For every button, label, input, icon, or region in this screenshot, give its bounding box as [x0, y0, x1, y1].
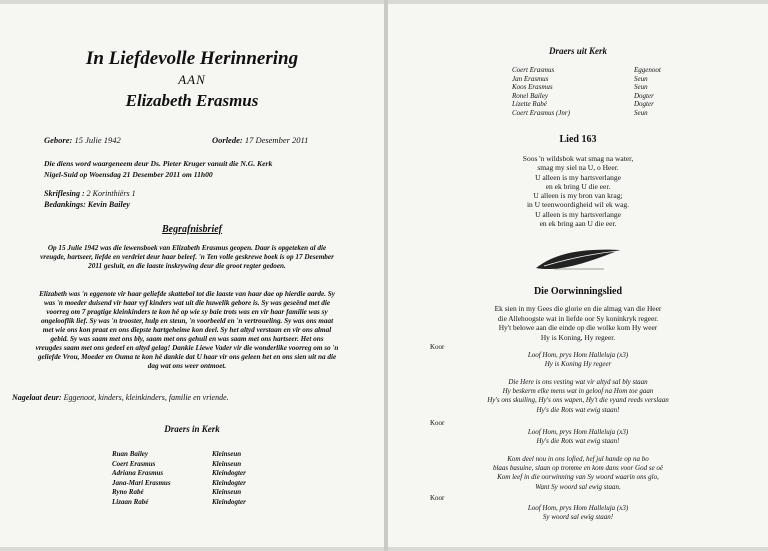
verse-line: die Allehoogste wat in liefde oor Sy koninkryk regeer. [497, 313, 659, 323]
bearer-row [112, 479, 312, 489]
bearer-relation: Kleindogter [212, 478, 246, 487]
obituary-line: was 'n moeder duisend vir haar vyf kinders wat uit die huwelik gebore is. Sy was geseënd met die [43, 299, 331, 307]
hymn-line: smag my siel na U, o Heer. [537, 163, 619, 173]
verse-2 [388, 378, 768, 415]
obituary-heading: Begrafnisbrief [162, 224, 222, 235]
left-page [0, 4, 384, 547]
hymn-lyrics [388, 154, 768, 228]
bearer-relation: Seun [634, 74, 648, 83]
scripture-reading [44, 189, 136, 198]
obituary-line: voorreg om 7 pragtige kleinkinders te kon hê op wie sy baie trots was en vir haar familie was sy [46, 308, 328, 316]
obituary-line: geliefde Vrou, Moeder en Ouma te kon hê dankie dat U haar vir ons geleen het en ons sien uit na die [37, 353, 337, 361]
verse-line: Hy's ons skuiling, Hy's ons wapen, Hy't die vyand reeds verslaan [487, 396, 669, 405]
aan-label: AAN [178, 72, 206, 87]
hymn-line: U alleen is my bron van krag; [533, 191, 623, 201]
deceased-name: Elizabeth Erasmus [125, 91, 259, 110]
thanks [44, 200, 130, 209]
died-label: Oorlede: [212, 135, 243, 145]
victory-verse-1 [388, 304, 768, 342]
bearer-name: Coert Erasmus [512, 66, 555, 74]
verse-line: Die Here is ons vesting wat vir altyd sal bly staan [508, 378, 648, 386]
survivors [12, 393, 229, 402]
bearer-name: Ronel Bailey [512, 91, 548, 100]
bearer-name: Coert Erasmus (Jnr) [512, 108, 570, 117]
bearers-in-church-heading: Draers in Kerk [164, 424, 220, 434]
obituary-paragraph-2 [12, 290, 362, 371]
chorus-line: Loof Hom, prys Hom Halleluja (x3) [527, 428, 629, 436]
bearer-row [112, 450, 312, 460]
verse-line: Hy's die Rots wat ewig staan! [536, 405, 620, 414]
koor-label: Koor [430, 419, 445, 427]
bearer-relation: Dogter [634, 91, 654, 100]
obituary-line: ongelooflik lief. Sy was 'n trooster, hulp en steun, 'n voorbeeld en 'n vertroueling. Sy was ons maat [40, 317, 334, 325]
bearer-row [512, 100, 712, 109]
chorus-line: Hy is Koning Hy regeer [544, 360, 612, 369]
victory-song-title: Die Oorwinningslied [533, 286, 623, 297]
verse-line: Want Sy woord sal ewig staan. [535, 482, 621, 491]
hymn-line: en ek bring aan U die eer. [539, 219, 617, 229]
obituary-line: vreugdes saam met ons gedeel en altyd gelag! Dankie Liewe Vader vir die wonderlike voorreg om so 'n [35, 344, 339, 352]
bearer-name: Ruan Bailey [112, 450, 148, 458]
bearer-name: Ryno Rabé [112, 488, 144, 496]
bearer-relation: Seun [634, 108, 648, 117]
verse-3 [388, 455, 768, 492]
hymn-line: en ek bring U die eer. [545, 181, 611, 191]
hymn-line: U alleen is my hartsverlange [535, 209, 621, 219]
obituary-line: 2011 gesluit, en die laaste inskrywing deur die groot regter gedoen. [88, 262, 286, 270]
bearer-row [112, 460, 312, 470]
survivors-label: Nagelaat deur: [12, 393, 62, 402]
bearer-row [112, 498, 312, 508]
hymn-line: in U teenwoordigheid wil ek wag. [526, 200, 630, 210]
verse-line: Kom leef in die oorwinning van Sy woord waarin ons glo, [497, 473, 659, 482]
bearer-row [512, 83, 712, 92]
bearer-row [112, 488, 312, 498]
died-date: 17 Desember 2011 [244, 135, 309, 145]
verse-line: Hy't belowe aan die einde op die wolke kom Hy weer [498, 323, 658, 332]
bearer-relation: Dogter [634, 100, 654, 109]
verse-line: Kom deel nou in ons lofied, hef jul hande op na bo [507, 455, 649, 463]
obituary-line: Op 15 Julie 1942 was die lewensboek van Elizabeth Erasmus geopen. Daar is opgeteken al die [47, 244, 327, 252]
memorial-title: In Liefdevolle Herinnering [85, 48, 299, 69]
chorus-1 [388, 351, 768, 369]
bearer-row [512, 92, 712, 101]
obituary-line: Elizabeth was 'n eggenote vir haar geliefde skattebol tot die laaste van haar dae op hierdie aarde. Sy [39, 290, 335, 298]
verse-line: Hy beskerm elke mens wat in geloof na Hom toe gaan [502, 387, 654, 396]
service-info [44, 158, 344, 180]
bearer-name: Lizaan Rabé [112, 497, 149, 506]
thanks-label: Bedankings: [44, 200, 86, 209]
bearer-name: Adriana Erasmus [112, 469, 164, 477]
bearer-name: Jana-Mari Erasmus [112, 478, 171, 487]
reading-value: 2 Korinthiërs 1 [86, 189, 136, 198]
bearer-name: Jan Erasmus [512, 74, 549, 83]
bearer-relation: Kleinseun [212, 450, 242, 458]
death-date [212, 135, 308, 145]
right-page [388, 4, 768, 547]
bearer-relation: Seun [634, 83, 648, 92]
thanks-value: Kevin Bailey [87, 200, 130, 209]
bearer-row [512, 66, 712, 75]
bearer-name: Coert Erasmus [112, 459, 156, 468]
chorus-line: Loof Hom, prys Hom Halleluja (x3) [527, 351, 629, 359]
hymn-title: Lied 163 [559, 134, 597, 145]
bearer-row [512, 109, 712, 118]
bearer-relation: Eggenoot [634, 66, 661, 74]
chorus-3 [388, 504, 768, 522]
quill-pen-icon [534, 244, 624, 274]
birth-date [44, 135, 121, 145]
service-line: Die diens word waargeneem deur Ds. Pieter Kruger vanuit die N.G. Kerk [44, 159, 273, 168]
obituary-paragraph-1 [12, 244, 362, 271]
bearer-relation: Kleinseun [212, 488, 242, 496]
bearer-relation: Kleindogter [212, 469, 246, 477]
obituary-line: vreugde, hartseer, liefde en verdriet deur haar beleef. 'n Ten volle geskrewe boek is op 17 Desember [40, 253, 334, 261]
chorus-line: Loof Hom, prys Hom Halleluja (x3) [527, 504, 629, 512]
bearer-relation: Kleinseun [212, 459, 242, 468]
bearer-relation: Kleindogter [212, 497, 246, 506]
bearer-row [512, 75, 712, 84]
bearer-name: Lizette Rabé [512, 100, 547, 109]
reading-label: Skriflesing : [44, 189, 85, 198]
bearers-out-church-heading: Draers uit Kerk [548, 46, 607, 56]
born-label: Gebore: [44, 135, 73, 145]
obituary-line: dag wat ons weer ontmoet. [147, 362, 227, 370]
bearers-out-church-list [512, 66, 712, 118]
service-line: Nigel-Suid op Woensdag 21 Desember 2011 om 11h00 [44, 170, 213, 179]
bearers-in-church-list [112, 450, 312, 507]
survivors-value: Eggenoot, kinders, kleinkinders, familie en vriende. [63, 393, 229, 402]
obituary-line: gebid. Sy was saam met ons bly, saam met ons gehuil en was saam met ons hartseer. Het ons [50, 335, 324, 343]
hymn-line: U alleen is my hartsverlange [535, 172, 621, 182]
koor-label: Koor [430, 494, 445, 502]
verse-line: blaas basuine, slaan op tromme en kom dans voor God se oë [492, 464, 664, 473]
verse-line: Hy is Koning, Hy regeer. [540, 332, 616, 342]
koor-label: Koor [430, 343, 445, 351]
chorus-line: Hy's die Rots wat ewig staan! [536, 437, 620, 446]
chorus-line: Sy woord sal ewig staan! [542, 513, 614, 522]
obituary-line: met wie ons kon praat en ons diepste hartgeheime kon deel. Sy het altyd verstaan en vir ons almal [42, 326, 332, 334]
born-date: 15 Julie 1942 [74, 135, 121, 145]
bearer-name: Koos Erasmus [512, 83, 553, 92]
verse-line: Ek sien in my Gees die glorie en die almag van die Heer [494, 304, 662, 313]
chorus-2 [388, 428, 768, 446]
bearer-row [112, 469, 312, 479]
hymn-line: Soos 'n wildsbok wat smag na water, [522, 154, 634, 163]
